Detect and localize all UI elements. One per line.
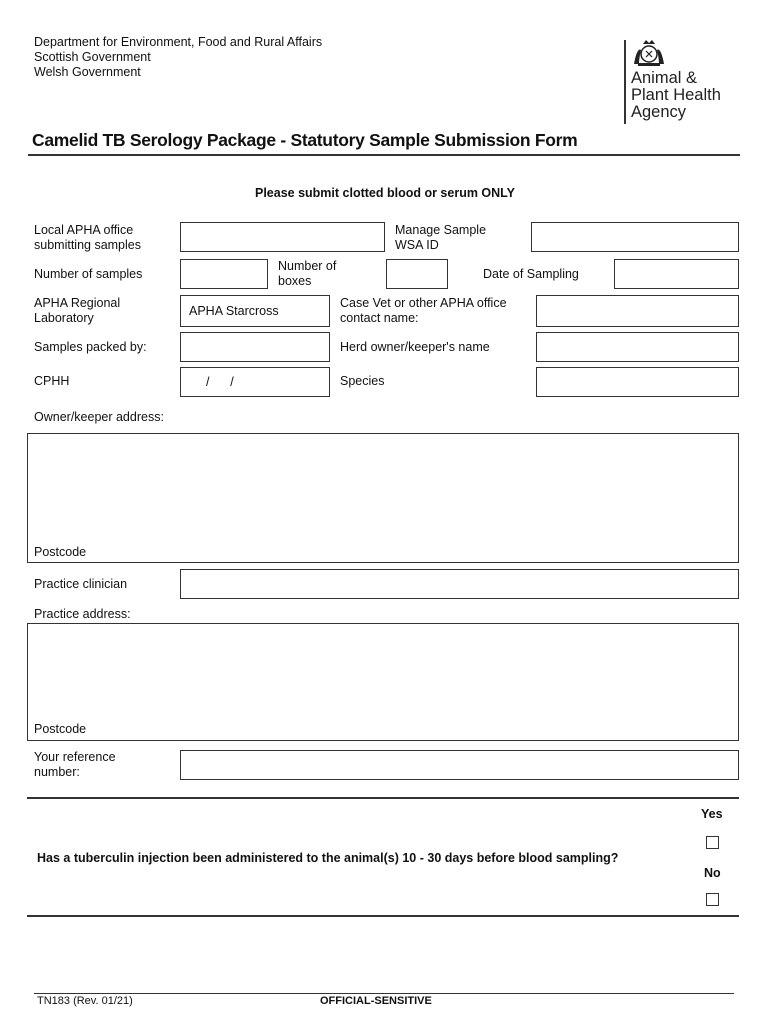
department-list xyxy=(34,35,322,80)
logo-divider xyxy=(624,40,626,124)
manage-sample-label xyxy=(395,223,486,253)
reference-label-line-1: Your reference xyxy=(34,750,116,764)
practice-clinician-label: Practice clinician xyxy=(34,577,128,591)
packed-by-input[interactable] xyxy=(180,332,330,362)
form-code: TN183 (Rev. 01/21) xyxy=(37,995,133,1007)
title-rule xyxy=(28,154,740,156)
regional-lab-label-line-2: Laboratory xyxy=(34,311,94,325)
yes-label: Yes xyxy=(701,807,723,821)
num-boxes-label-line-2: boxes xyxy=(278,274,312,288)
case-vet-label xyxy=(340,296,507,326)
reference-input[interactable] xyxy=(180,750,739,780)
question-bottom-rule xyxy=(27,915,739,917)
local-office-input[interactable] xyxy=(180,222,385,252)
no-label: No xyxy=(704,866,721,880)
date-sampling-label: Date of Sampling xyxy=(483,267,579,281)
num-boxes-input[interactable] xyxy=(386,259,448,289)
num-samples-input[interactable] xyxy=(180,259,268,289)
practice-address-label: Practice address: xyxy=(34,607,131,621)
local-office-label xyxy=(34,223,141,253)
owner-postcode-label: Postcode xyxy=(34,545,87,559)
num-boxes-label xyxy=(278,259,336,289)
logo-line-2: Plant Health xyxy=(631,86,721,104)
reference-label xyxy=(34,750,116,780)
cphh-label: CPHH xyxy=(34,374,70,388)
date-sampling-input[interactable] xyxy=(614,259,739,289)
owner-address-label: Owner/keeper address: xyxy=(34,410,164,424)
cphh-input[interactable] xyxy=(180,367,330,397)
practice-clinician-input[interactable] xyxy=(180,569,739,599)
question-top-rule xyxy=(27,797,739,799)
manage-sample-label-line-2: WSA ID xyxy=(395,238,439,252)
species-input[interactable] xyxy=(536,367,739,397)
tuberculin-question: Has a tuberculin injection been administered to the animal(s) 10 - 30 days before blood sampling? xyxy=(37,851,619,865)
instruction-text: Please submit clotted blood or serum ONLY xyxy=(254,186,515,200)
department-defra: Department for Environment, Food and Rural Affairs xyxy=(34,35,323,49)
packed-by-label: Samples packed by: xyxy=(34,340,147,354)
local-office-label-line-2: submitting samples xyxy=(34,238,141,252)
num-samples-label: Number of samples xyxy=(34,267,143,281)
manage-sample-label-line-1: Manage Sample xyxy=(395,223,487,237)
owner-address-input[interactable] xyxy=(27,433,739,563)
royal-crest-icon xyxy=(631,38,667,73)
num-boxes-label-line-1: Number of xyxy=(278,259,337,273)
species-label: Species xyxy=(340,374,385,388)
regional-lab-value: APHA Starcross xyxy=(189,304,279,318)
cphh-value: / / xyxy=(206,375,234,389)
regional-lab-input[interactable] xyxy=(180,295,330,327)
practice-address-input[interactable] xyxy=(27,623,739,741)
no-checkbox[interactable] xyxy=(706,893,719,906)
classification-label: OFFICIAL-SENSITIVE xyxy=(320,995,432,1007)
logo-line-1: Animal & xyxy=(631,69,698,87)
regional-lab-label xyxy=(34,296,120,326)
yes-checkbox[interactable] xyxy=(706,836,719,849)
case-vet-input[interactable] xyxy=(536,295,739,327)
practice-postcode-label: Postcode xyxy=(34,722,87,736)
herd-owner-label: Herd owner/keeper's name xyxy=(340,340,490,354)
department-scottish-gov: Scottish Government xyxy=(34,50,151,64)
herd-owner-input[interactable] xyxy=(536,332,739,362)
regional-lab-label-line-1: APHA Regional xyxy=(34,296,121,310)
case-vet-label-line-1: Case Vet or other APHA office xyxy=(340,296,507,310)
case-vet-label-line-2: contact name: xyxy=(340,311,419,325)
department-welsh-gov: Welsh Government xyxy=(34,65,141,79)
logo-line-3: Agency xyxy=(631,103,687,121)
reference-label-line-2: number: xyxy=(34,765,80,779)
local-office-label-line-1: Local APHA office xyxy=(34,223,134,237)
wsa-id-input[interactable] xyxy=(531,222,739,252)
footer-rule xyxy=(34,993,734,994)
apha-logo-text xyxy=(631,70,721,121)
form-title: Camelid TB Serology Package - Statutory Sample Submission Form xyxy=(32,130,578,150)
